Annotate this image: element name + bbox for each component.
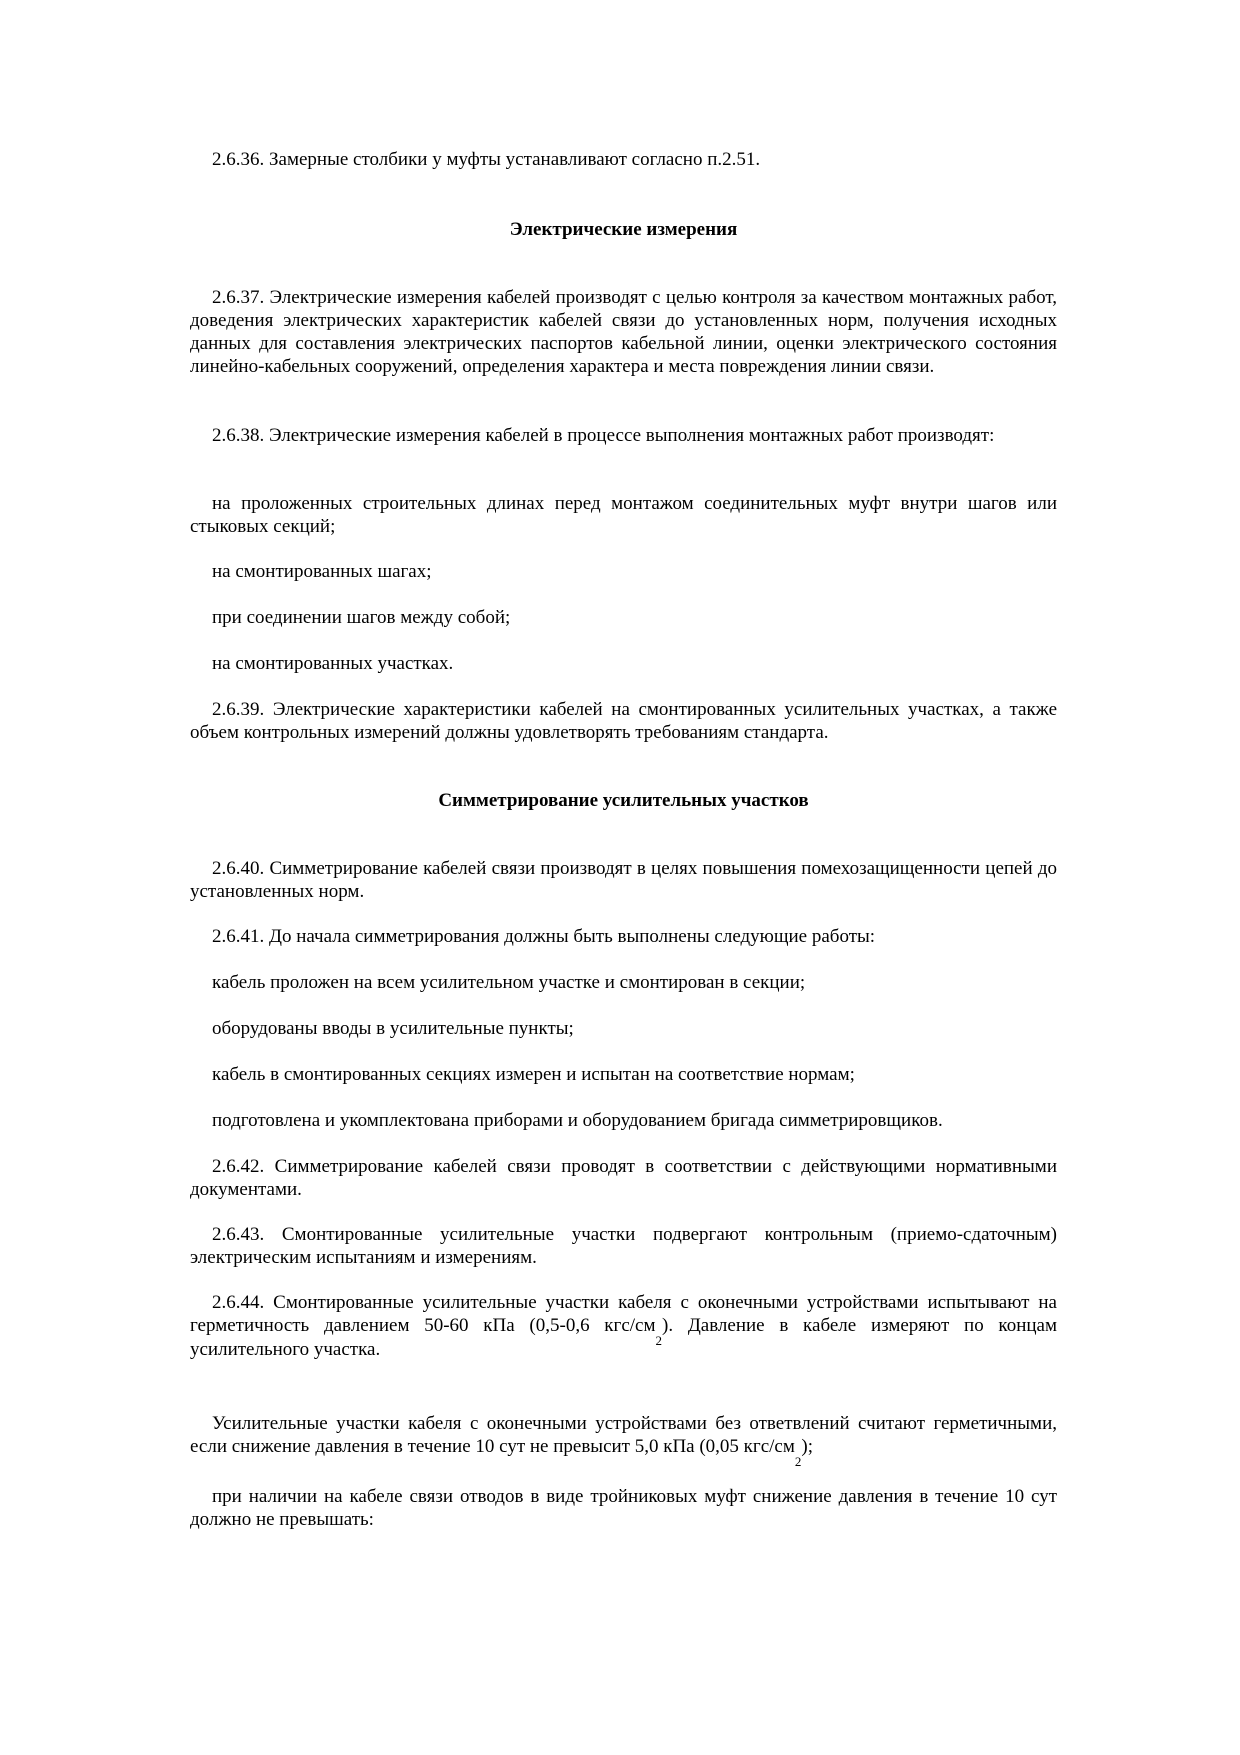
paragraph-2-6-36: 2.6.36. Замерные столбики у муфты устанавливают согласно п.2.51. xyxy=(212,149,761,170)
paragraph-2-6-38: 2.6.38. Электрические измерения кабелей в процессе выполнения монтажных работ производят: xyxy=(212,425,995,446)
paragraph-2-6-40: 2.6.40. Симметрирование кабелей связи производят в целях повышения помехозащищенности цепей до установленных норм. xyxy=(190,858,1057,902)
list-item-mounted-steps: на смонтированных шагах; xyxy=(212,561,432,582)
paragraph-hermeticity xyxy=(190,1412,1057,1469)
paragraph-2-6-44-text-end: ). Давление в кабеле измеряют по концам усилительного участка. xyxy=(190,1315,1057,1360)
paragraph-2-6-41: 2.6.41. До начала симметрирования должны быть выполнены следующие работы: xyxy=(212,926,876,947)
superscript-2: 2 xyxy=(655,1333,662,1348)
list-item-laid-lengths: на проложенных строительных длинах перед монтажом соединительных муфт внутри шагов или стыковых секций; xyxy=(190,493,1057,537)
paragraph-2-6-39: 2.6.39. Электрические характеристики кабелей на смонтированных усилительных участках, а также объем контрольных измерений должны удовлетворять требованиям стандарта. xyxy=(190,699,1057,743)
paragraph-2-6-44 xyxy=(190,1291,1057,1361)
paragraph-2-6-37: 2.6.37. Электрические измерения кабелей производят с целью контроля за качеством монтажных работ, доведения электрических характеристик кабелей связи до установленных норм, получения исходных данных для составления электрических паспортов кабельной линии, оценки электрического состояния линейно-кабельных сооружений, определения характера и места повреждения линии связи. xyxy=(190,287,1057,377)
paragraph-2-6-44-text: 2.6.44. Смонтированные усилительные участки кабеля с оконечными устройствами испытывают на герметичность давлением 50-60 кПа (0,5-0,6 кгс/см xyxy=(190,1292,1057,1336)
paragraph-2-6-43: 2.6.43. Смонтированные усилительные участки подвергают контрольным (приемо-сдаточным) электрическим испытаниям и измерениям. xyxy=(190,1224,1057,1268)
list-item-team-prepared: подготовлена и укомплектована приборами и оборудованием бригада симметрировщиков. xyxy=(212,1110,943,1131)
paragraph-tee-couplings: при наличии на кабеле связи отводов в виде тройниковых муфт снижение давления в течение 10 сут должно не превышать: xyxy=(190,1486,1057,1530)
list-item-cable-laid: кабель проложен на всем усилительном участке и смонтирован в секции; xyxy=(212,972,806,993)
heading-symmetrization: Симметрирование усилительных участков xyxy=(438,790,809,811)
list-item-mounted-sections: на смонтированных участках. xyxy=(212,653,454,674)
heading-electrical-measurements: Электрические измерения xyxy=(509,219,738,240)
list-item-cable-tested: кабель в смонтированных секциях измерен и испытан на соответствие нормам; xyxy=(212,1064,855,1085)
superscript-2-second: 2 xyxy=(794,1454,802,1469)
list-item-inputs-equipped: оборудованы вводы в усилительные пункты; xyxy=(212,1018,574,1039)
list-item-joining-steps: при соединении шагов между собой; xyxy=(212,607,511,628)
paragraph-2-6-42: 2.6.42. Симметрирование кабелей связи проводят в соответствии с действующими нормативными документами. xyxy=(190,1156,1057,1200)
paragraph-hermeticity-text-end: ); xyxy=(801,1436,813,1457)
paragraph-hermeticity-text: Усилительные участки кабеля с оконечными устройствами без ответвлений считают герметичными, если снижение давления в течение 10 сут не превысит 5,0 кПа (0,05 кгс/см xyxy=(190,1413,1057,1457)
